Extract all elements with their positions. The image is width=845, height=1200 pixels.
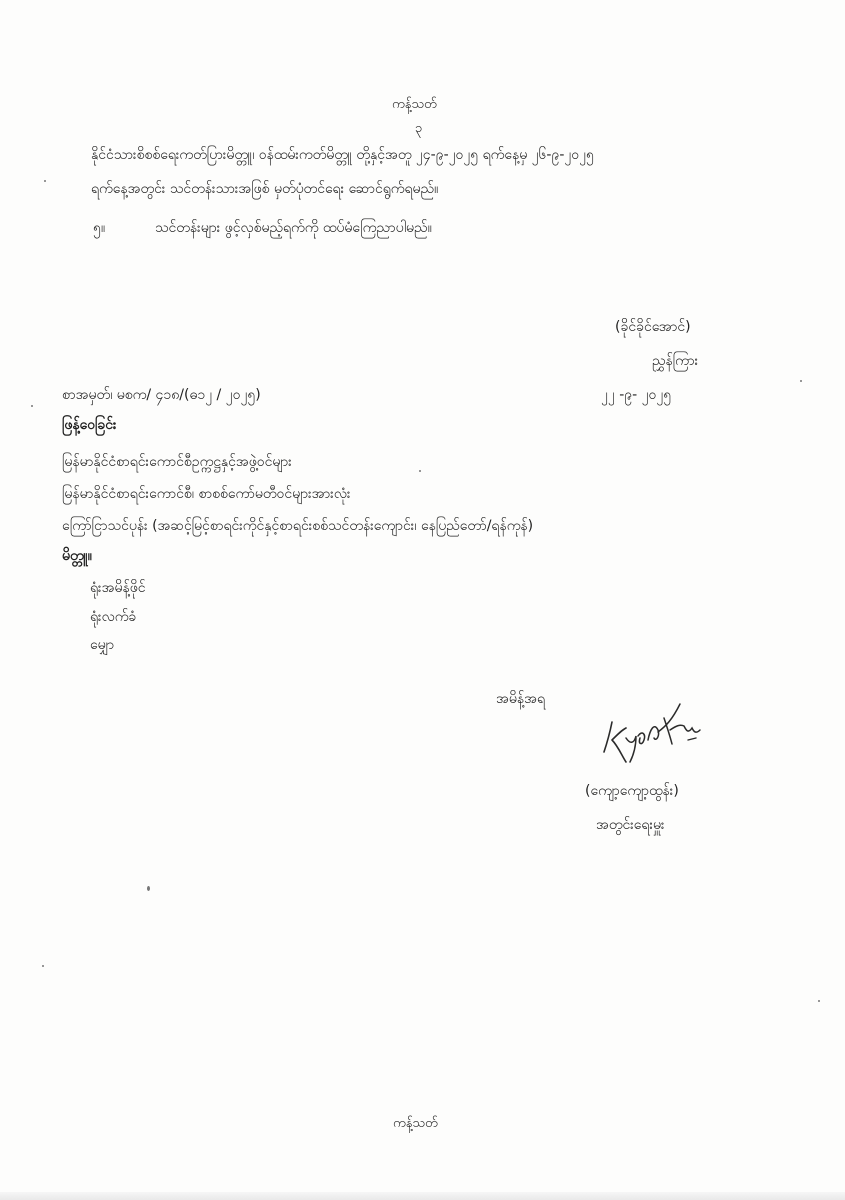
distribution-line-2: မြန်မာနိုင်ငံစာရင်းကောင်စီ၊ စာစစ်ကော်မတီဝင်များအားလုံး [62, 486, 351, 502]
scan-speck [42, 965, 44, 967]
item-number: ၅။ [93, 220, 106, 236]
distribution-heading: ဖြန့်ဝေခြင်း [62, 417, 117, 433]
handwritten-signature-icon [596, 700, 706, 770]
scan-speck [31, 405, 33, 407]
copy-line-3: မျှော [90, 637, 115, 653]
scan-speck [44, 180, 46, 182]
distribution-line-1: မြန်မာနိုင်ငံစာရင်းကောင်စီဥက္ကဋ္ဌနှင့်အဖွဲ့ဝင်များ [62, 454, 292, 470]
scan-speck [800, 380, 802, 382]
scan-speck [419, 470, 421, 472]
paragraph-line-1: နိုင်ငံသားစိစစ်ရေးကတ်ပြားမိတ္တူ၊ ဝန်ထမ်းကတ်မိတ္တူ တို့နှင့်အတူ ၂၄-၉-၂၀၂၅ ရက်နေ့မှ ၂၆-၉-၂၀၂၅ [91, 147, 594, 163]
director-name: (ခိုင်ခိုင်အောင်) [615, 319, 691, 335]
reference-date: ၂၂ -၉- ၂၀၂၅ [601, 387, 672, 403]
reference-number: စာအမှတ်၊ မစက/ ၄၁၈/(ဓ၁၂ / ၂၀၂၅) [62, 387, 261, 403]
scan-speck [818, 1000, 820, 1002]
distribution-line-3: ကြော်ငြာသင်ပုန်း (အဆင့်မြင့်စာရင်းကိုင်နှင့်စာရင်းစစ်သင်တန်းကျောင်း၊ နေပြည်တော်/ရန်ကုန်) [62, 518, 534, 534]
paragraph-line-2: ရက်နေ့အတွင်း သင်တန်းသားအဖြစ် မှတ်ပုံတင်ရေး ဆောင်ရွက်ရမည်။ [91, 181, 439, 197]
item-text: သင်တန်းများ ဖွင့်လှစ်မည့်ရက်ကို ထပ်မံကြေညာပါမည်။ [155, 220, 432, 236]
page-number: ၃ [415, 121, 423, 136]
by-order-label: အမိန့်အရ [496, 691, 545, 707]
classification-header: ကန့်သတ် [392, 97, 437, 112]
director-title: ညွှန်ကြား [652, 353, 699, 369]
copy-heading: မိတ္တူ။ [62, 548, 92, 564]
secretary-name: (ကျော့ကျော့ထွန်း) [585, 783, 679, 799]
classification-footer: ကန့်သတ် [393, 1116, 438, 1131]
secretary-title: အတွင်းရေးမှူး [596, 817, 665, 833]
copy-line-1: ရုံးအမိန့်ဖိုင် [90, 580, 146, 596]
scan-bottom-edge [0, 1192, 845, 1200]
scan-speck [147, 886, 150, 891]
copy-line-2: ရုံးလက်ခံ [90, 609, 137, 625]
